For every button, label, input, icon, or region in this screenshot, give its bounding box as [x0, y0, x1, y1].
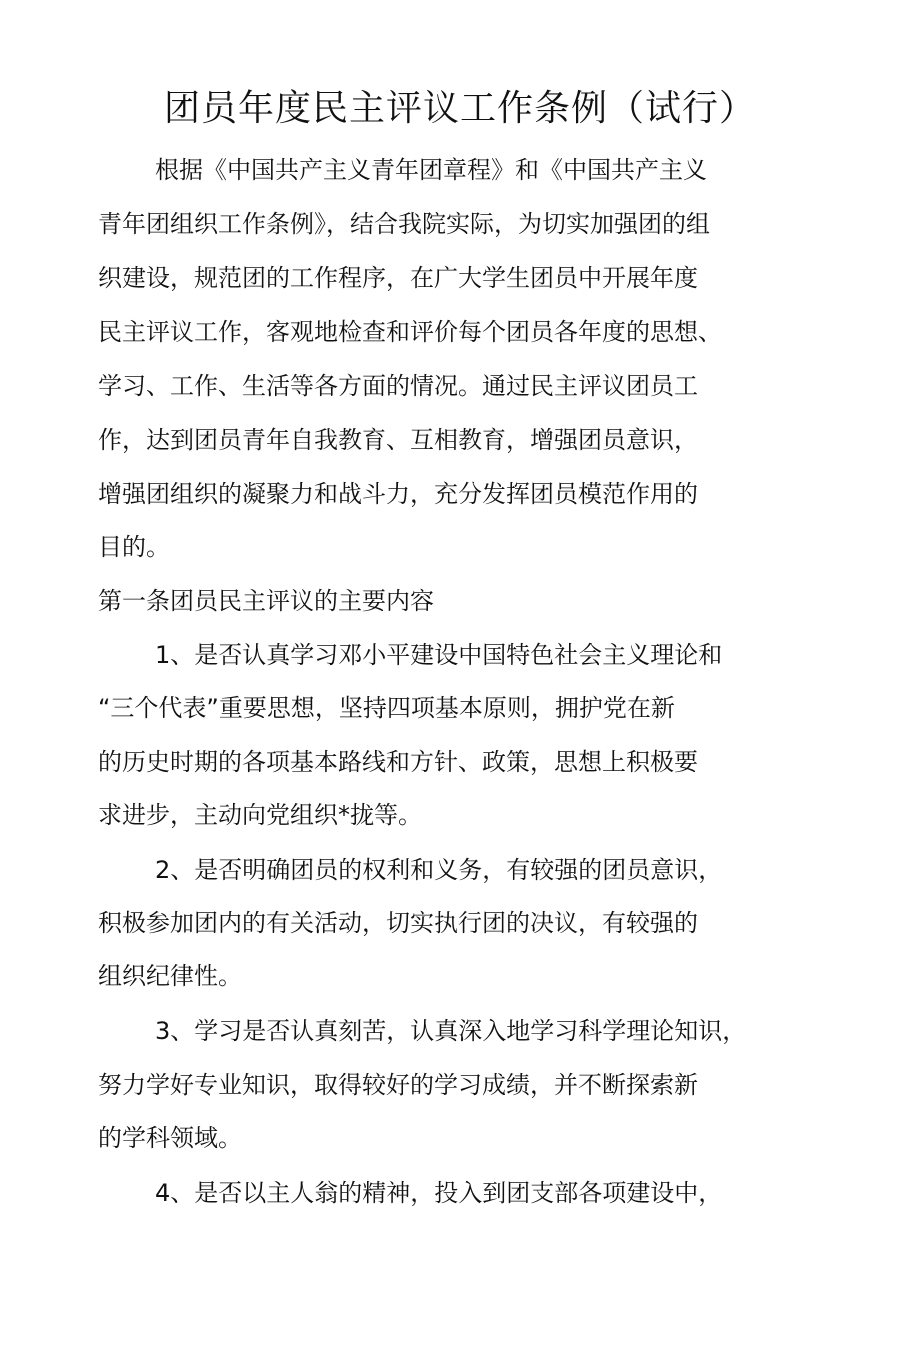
preamble-line-8: 目的。 — [98, 533, 170, 561]
article-1-heading: 第一条团员民主评议的主要内容 — [98, 587, 434, 615]
item-3-line-1: 3、学习是否认真刻苦，认真深入地学习科学理论知识， — [155, 1017, 747, 1045]
item-1-line-2: “三个代表”重要思想，坚持四项基本原则，拥护党在新 — [98, 694, 675, 722]
document-title: 团员年度民主评议工作条例（试行） — [163, 88, 756, 129]
preamble-line-5: 学习、工作、生活等各方面的情况。通过民主评议团员工 — [98, 372, 698, 400]
preamble-line-3: 织建设，规范团的工作程序，在广大学生团员中开展年度 — [98, 264, 698, 292]
item-1-line-1: 1、是否认真学习邓小平建设中国特色社会主义理论和 — [155, 641, 723, 669]
item-2-line-1: 2、是否明确团员的权利和义务，有较强的团员意识， — [155, 856, 723, 884]
item-3-line-2: 努力学好专业知识，取得较好的学习成绩，并不断探索新 — [98, 1071, 698, 1099]
item-1-line-3: 的历史时期的各项基本路线和方针、政策，思想上积极要 — [98, 748, 698, 776]
item-4-line-1: 4、是否以主人翁的精神，投入到团支部各项建设中， — [155, 1179, 723, 1207]
preamble-line-4: 民主评议工作，客观地检查和评价每个团员各年度的思想、 — [98, 318, 722, 346]
item-1-line-4: 求进步，主动向党组织*拢等。 — [98, 801, 422, 829]
item-2-line-3: 组织纪律性。 — [98, 962, 242, 990]
preamble-line-1: 根据《中国共产主义青年团章程》和《中国共产主义 — [155, 156, 707, 184]
item-2-line-2: 积极参加团内的有关活动，切实执行团的决议，有较强的 — [98, 909, 698, 937]
preamble-line-7: 增强团组织的凝聚力和战斗力，充分发挥团员模范作用的 — [98, 480, 698, 508]
preamble-line-2: 青年团组织工作条例》，结合我院实际，为切实加强团的组 — [98, 210, 710, 238]
item-3-line-3: 的学科领域。 — [98, 1124, 242, 1152]
preamble-line-6: 作，达到团员青年自我教育、互相教育，增强团员意识， — [98, 426, 698, 454]
